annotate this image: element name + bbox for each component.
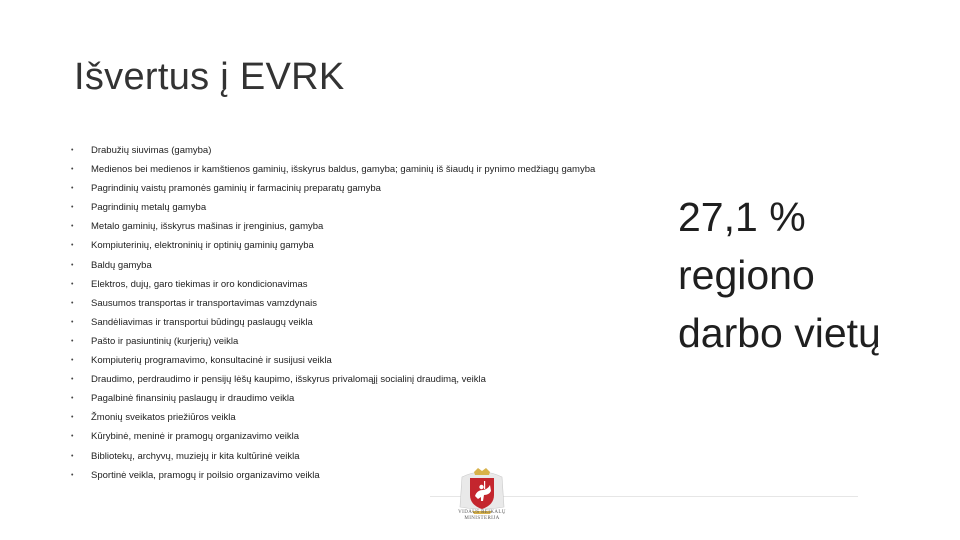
list-item-text: Elektros, dujų, garo tiekimas ir oro kondicionavimas — [91, 278, 308, 290]
bullet-icon: • — [71, 471, 74, 479]
bullet-icon: • — [71, 280, 74, 288]
list-item — [68, 294, 648, 313]
stat-label-jobs: darbo vietų — [678, 310, 881, 356]
bullet-icon: • — [71, 261, 74, 269]
list-item-text: Metalo gaminių, išskyrus mašinas ir įrenginius, gamyba — [91, 221, 324, 233]
list-item — [68, 141, 648, 160]
list-item — [68, 313, 648, 332]
list-item — [68, 179, 648, 198]
list-item — [68, 447, 648, 466]
list-item — [68, 389, 648, 408]
list-item-text: Drabužių siuvimas (gamyba) — [91, 145, 212, 156]
bullet-icon: • — [71, 166, 74, 174]
list-item — [68, 332, 648, 351]
list-item-text: Medienos bei medienos ir kamštienos gaminių, išskyrus baldus, gamyba; gaminių iš šiaudų ir pynimo medžiagų gamyba — [91, 164, 596, 176]
list-item — [68, 427, 648, 446]
slide-title: Išvertus į EVRK — [74, 56, 345, 98]
list-item-text: Pagrindinių metalų gamyba — [91, 202, 207, 214]
stat-percentage: 27,1 % — [678, 194, 806, 240]
list-item-text: Sandėliavimas ir transportui būdingų paslaugų veikla — [91, 316, 313, 328]
bullet-icon: • — [71, 318, 74, 326]
bullet-icon: • — [71, 395, 74, 403]
list-item — [68, 275, 648, 294]
list-item-text: Pagrindinių vaistų pramonės gaminių ir farmacinių preparatų gamyba — [91, 183, 381, 195]
list-item-text: Sportinė veikla, pramogų ir poilsio organizavimo veikla — [91, 469, 320, 481]
list-item-text: Kompiuterinių, elektroninių ir optinių gaminių gamyba — [91, 240, 314, 252]
list-item — [68, 236, 648, 255]
ministry-name-line1: VIDAUS REIKALŲ — [458, 510, 506, 515]
list-item-text: Baldų gamyba — [91, 259, 152, 271]
list-item-text: Žmonių sveikatos priežiūros veikla — [91, 412, 236, 424]
bullet-icon: • — [71, 242, 74, 250]
list-item — [68, 198, 648, 217]
list-item-text: Bibliotekų, archyvų, muziejų ir kita kultūrinė veikla — [91, 450, 300, 462]
ministry-name-line2: MINISTERIJA — [464, 516, 500, 521]
bullet-icon: • — [71, 414, 74, 422]
list-item — [68, 256, 648, 275]
bullet-icon: • — [71, 299, 74, 307]
list-item-text: Kompiuterių programavimo, konsultacinė ir susijusi veikla — [91, 355, 332, 367]
bullet-icon: • — [71, 337, 74, 345]
list-item-text: Sausumos transportas ir transportavimas vamzdynais — [91, 297, 317, 309]
bullet-icon: • — [71, 223, 74, 231]
bullet-icon: • — [71, 147, 74, 154]
ministry-name — [432, 510, 532, 522]
list-item-text: Pagalbinė finansinių paslaugų ir draudimo veikla — [91, 393, 295, 405]
activity-list — [68, 141, 648, 485]
bullet-icon: • — [71, 376, 74, 384]
list-item — [68, 160, 648, 179]
list-item — [68, 370, 648, 389]
bullet-icon: • — [71, 204, 74, 212]
list-item — [68, 466, 648, 485]
list-item — [68, 408, 648, 427]
bullet-icon: • — [71, 433, 74, 441]
list-item — [68, 217, 648, 236]
bullet-icon: • — [71, 357, 74, 365]
stat-label-region: regiono — [678, 252, 815, 298]
list-item-text: Draudimo, perdraudimo ir pensijų lėšų kaupimo, išskyrus privalomąjį socialinį draudimą, veikla — [91, 374, 486, 386]
regional-jobs-stat — [678, 188, 938, 362]
list-item-text: Kūrybinė, meninė ir pramogų organizavimo veikla — [91, 431, 300, 443]
bullet-icon: • — [71, 185, 74, 193]
bullet-icon: • — [71, 452, 74, 460]
list-item — [68, 351, 648, 370]
list-item-text: Pašto ir pasiuntinių (kurjerių) veikla — [91, 335, 239, 347]
